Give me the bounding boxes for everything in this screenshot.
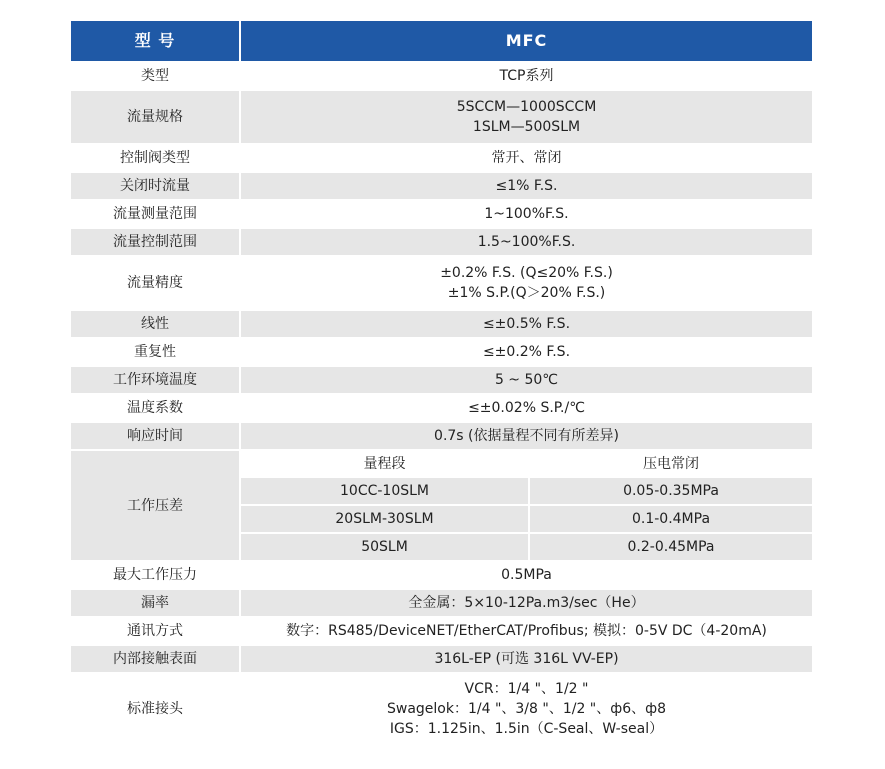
row-value-linearity: ≤±0.5% F.S.	[241, 311, 812, 337]
row-label-flow-range: 流量规格	[71, 91, 239, 143]
row-label-repeatability: 重复性	[71, 339, 239, 365]
row-value-accuracy	[241, 257, 812, 309]
row-label-control-range: 流量控制范围	[71, 229, 239, 255]
row-value-ambient-temp: 5 ~ 50℃	[241, 367, 812, 393]
row-label-temp-coefficient: 温度系数	[71, 395, 239, 421]
header-model-value: MFC	[241, 21, 812, 61]
row-label-response-time: 响应时间	[71, 423, 239, 449]
row-label-leak-rate: 漏率	[71, 590, 239, 616]
connector-line: IGS：1.125in、1.5in（C-Seal、W-seal）	[389, 721, 664, 737]
pressure-col-range-header: 量程段	[241, 451, 528, 476]
pressure-value-cell: 0.05-0.35MPa	[530, 478, 812, 504]
pressure-range-cell: 10CC-10SLM	[241, 478, 528, 504]
row-label-accuracy: 流量精度	[71, 257, 239, 309]
spec-table	[71, 21, 810, 744]
row-value-connector	[241, 674, 812, 744]
row-value-max-pressure: 0.5MPa	[241, 562, 812, 588]
row-label-linearity: 线性	[71, 311, 239, 337]
row-label-max-pressure: 最大工作压力	[71, 562, 239, 588]
row-label-connector: 标准接头	[71, 674, 239, 744]
row-value-flow-range	[241, 91, 812, 143]
row-value-closed-flow: ≤1% F.S.	[241, 173, 812, 199]
row-value-response-time: 0.7s (依据量程不同有所差异)	[241, 423, 812, 449]
connector-line: Swagelok：1/4 "、3/8 "、1/2 "、ф6、ф8	[387, 701, 666, 717]
accuracy-line: ±1% S.P.(Q＞20% F.S.)	[447, 285, 606, 301]
pressure-range-cell: 50SLM	[241, 534, 528, 560]
row-value-valve-type: 常开、常闭	[241, 145, 812, 171]
row-label-ambient-temp: 工作环境温度	[71, 367, 239, 393]
row-value-repeatability: ≤±0.2% F.S.	[241, 339, 812, 365]
flow-range-line: 1SLM—500SLM	[472, 119, 581, 135]
pressure-value-cell: 0.2-0.45MPa	[530, 534, 812, 560]
pressure-col-pressure-header: 压电常闭	[530, 451, 812, 476]
row-value-temp-coefficient: ≤±0.02% S.P./℃	[241, 395, 812, 421]
pressure-value-cell: 0.1-0.4MPa	[530, 506, 812, 532]
row-value-wetted-surface: 316L-EP (可选 316L VV-EP)	[241, 646, 812, 672]
row-label-closed-flow: 关闭时流量	[71, 173, 239, 199]
row-label-valve-type: 控制阀类型	[71, 145, 239, 171]
row-value-communication: 数字：RS485/DeviceNET/EtherCAT/Profibus; 模拟：0-5V DC（4-20mA)	[241, 618, 812, 644]
connector-line: VCR：1/4 "、1/2 "	[464, 681, 589, 697]
flow-range-line: 5SCCM—1000SCCM	[456, 99, 597, 115]
row-label-measure-range: 流量测量范围	[71, 201, 239, 227]
row-value-type: TCP系列	[241, 63, 812, 89]
row-value-leak-rate: 全金属：5×10-12Pa.m3/sec（He）	[241, 590, 812, 616]
row-value-control-range: 1.5~100%F.S.	[241, 229, 812, 255]
accuracy-line: ±0.2% F.S. (Q≤20% F.S.)	[440, 265, 613, 281]
row-value-measure-range: 1~100%F.S.	[241, 201, 812, 227]
row-label-communication: 通讯方式	[71, 618, 239, 644]
row-label-wetted-surface: 内部接触表面	[71, 646, 239, 672]
row-label-pressure-diff: 工作压差	[71, 451, 239, 560]
pressure-range-cell: 20SLM-30SLM	[241, 506, 528, 532]
header-model-label: 型 号	[71, 21, 239, 61]
row-label-type: 类型	[71, 63, 239, 89]
